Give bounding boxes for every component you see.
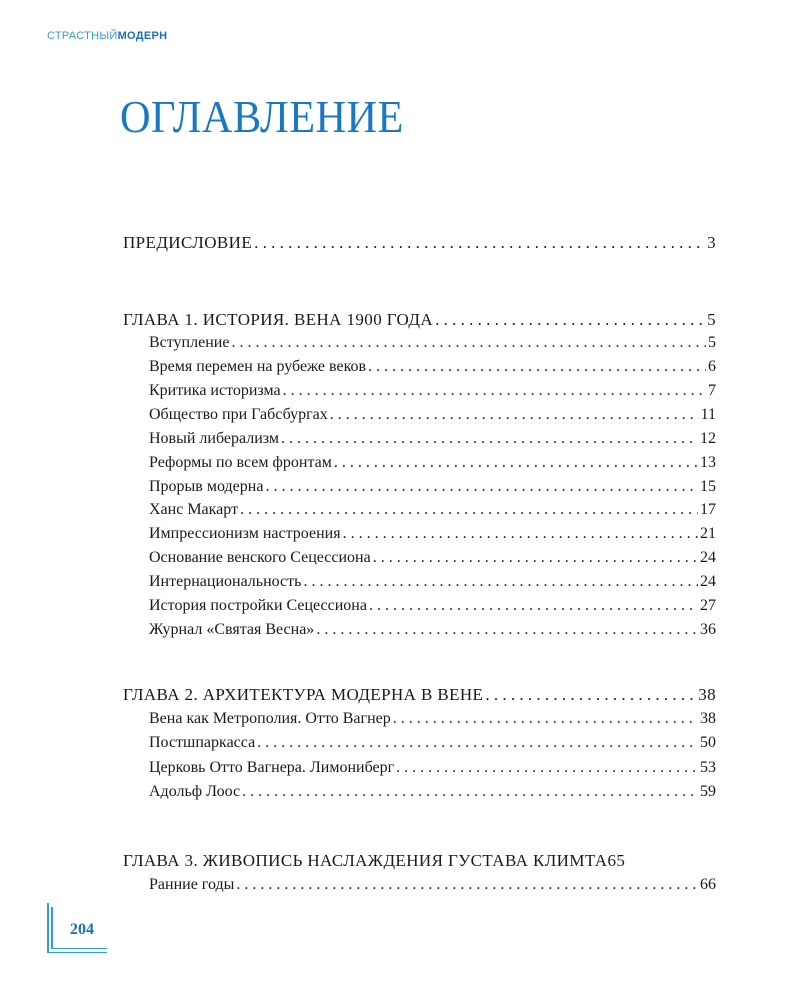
toc-section-row	[149, 381, 716, 401]
page-number: 204	[70, 921, 94, 938]
toc-leader-dots	[485, 685, 696, 705]
toc-page-number: 65	[607, 851, 626, 870]
toc-leader-dots	[330, 405, 699, 425]
toc-page-number: 66	[700, 876, 716, 893]
toc-entry-label: Импрессионизм настроения	[149, 525, 341, 542]
toc-page-number: 5	[707, 310, 716, 329]
toc-leader-dots	[283, 381, 706, 401]
toc-page-number: 11	[700, 406, 716, 423]
toc-section-row	[149, 709, 716, 729]
toc-section-row	[149, 782, 716, 802]
toc-section-row	[149, 405, 716, 425]
toc-leader-dots	[334, 453, 698, 473]
toc-page-number: 17	[700, 501, 716, 518]
toc-leader-dots	[242, 782, 698, 802]
toc-leader-dots	[316, 620, 698, 640]
toc-section-row	[149, 453, 716, 473]
toc-entry-label: Критика историзма	[149, 382, 281, 399]
toc-entry-label: ГЛАВА 1. ИСТОРИЯ. ВЕНА 1900 ГОДА	[123, 310, 434, 329]
toc-leader-dots	[435, 310, 705, 330]
running-header	[47, 30, 167, 42]
page-title: ОГЛАВЛЕНИЕ	[120, 91, 404, 142]
toc-section-row	[149, 548, 716, 568]
toc-section-row	[149, 477, 716, 497]
toc-entry-label: Постшпаркасса	[149, 734, 256, 751]
toc-page-number: 21	[700, 525, 716, 542]
toc-section-row	[149, 572, 716, 592]
toc-entry-label: Ранние годы	[149, 876, 235, 893]
toc-section-row	[149, 875, 716, 895]
toc-page-number: 12	[700, 430, 716, 447]
toc-entry-label: Интернациональность	[149, 573, 302, 590]
toc-entry-label: ГЛАВА 3. ЖИВОПИСЬ НАСЛАЖДЕНИЯ ГУСТАВА КЛИМТА	[123, 851, 608, 870]
toc-page-number: 3	[707, 233, 716, 252]
header-light: СТРАСТНЫЙ	[47, 30, 118, 42]
toc-section-row	[149, 333, 716, 353]
toc-leader-dots	[236, 875, 698, 895]
toc-entry-label: Общество при Габсбургах	[149, 406, 328, 423]
toc-section-row	[149, 524, 716, 544]
toc-entry-label: Вена как Метрополия. Отто Вагнер	[149, 710, 391, 727]
toc-page-number: 38	[700, 710, 716, 727]
toc-chapter-row	[123, 685, 716, 705]
toc-page-number: 36	[700, 621, 716, 638]
toc-entry-label: Прорыв модерна	[149, 478, 264, 495]
toc-chapter-row	[123, 310, 716, 330]
toc-page-number: 24	[700, 573, 716, 590]
toc-entry-label: Основание венского Сецессиона	[149, 549, 371, 566]
toc-section-row	[149, 429, 716, 449]
toc-leader-dots	[281, 429, 698, 449]
header-bold: МОДЕРН	[117, 30, 168, 42]
toc-chapter-row	[123, 851, 716, 871]
toc-section-row	[149, 733, 716, 753]
toc-leader-dots	[231, 333, 706, 353]
toc-entry-label: Ханс Макарт	[149, 501, 239, 518]
toc-leader-dots	[257, 733, 698, 753]
toc-entry-label: Время перемен на рубеже веков	[149, 358, 367, 375]
toc-entry-label: Новый либерализм	[149, 430, 280, 447]
toc-section-row	[149, 357, 716, 377]
toc-leader-dots	[396, 758, 698, 778]
toc-entry-label: Церковь Отто Вагнера. Лимониберг	[149, 759, 395, 776]
toc-page-number: 7	[708, 382, 716, 399]
toc-leader-dots	[393, 709, 698, 729]
toc-leader-dots	[369, 596, 698, 616]
toc-page-number: 27	[700, 597, 716, 614]
toc-page-number: 13	[700, 454, 716, 471]
toc-leader-dots	[254, 233, 705, 253]
toc-page-number: 50	[700, 734, 716, 751]
toc-section-row	[149, 620, 716, 640]
toc-leader-dots	[368, 357, 706, 377]
toc-page-number: 15	[700, 478, 716, 495]
toc-leader-dots	[265, 477, 698, 497]
toc-section-row	[149, 500, 716, 520]
toc-chapter-row	[123, 233, 716, 253]
toc-leader-dots	[373, 548, 698, 568]
toc-entry-label: Адольф Лоос	[149, 783, 241, 800]
toc-entry-label: ГЛАВА 2. АРХИТЕКТУРА МОДЕРНА В ВЕНЕ	[123, 685, 484, 704]
toc-section-row	[149, 758, 716, 778]
toc-page-number: 24	[700, 549, 716, 566]
toc-page-number: 59	[700, 783, 716, 800]
toc-page-number: 6	[708, 358, 716, 375]
toc-page-number: 5	[708, 334, 716, 351]
toc-entry-label: Вступление	[149, 334, 230, 351]
toc-entry-label: Реформы по всем фронтам	[149, 454, 332, 471]
toc-leader-dots	[343, 524, 698, 544]
toc-page-number: 38	[698, 685, 716, 704]
toc-section-row	[149, 596, 716, 616]
toc-entry-label: Журнал «Святая Весна»	[149, 621, 315, 638]
toc-page-number: 53	[700, 759, 716, 776]
toc-entry-label: ПРЕДИСЛОВИЕ	[123, 233, 253, 252]
toc-leader-dots	[303, 572, 698, 592]
toc-entry-label: История постройки Сецессиона	[149, 597, 367, 614]
toc-leader-dots	[240, 500, 698, 520]
